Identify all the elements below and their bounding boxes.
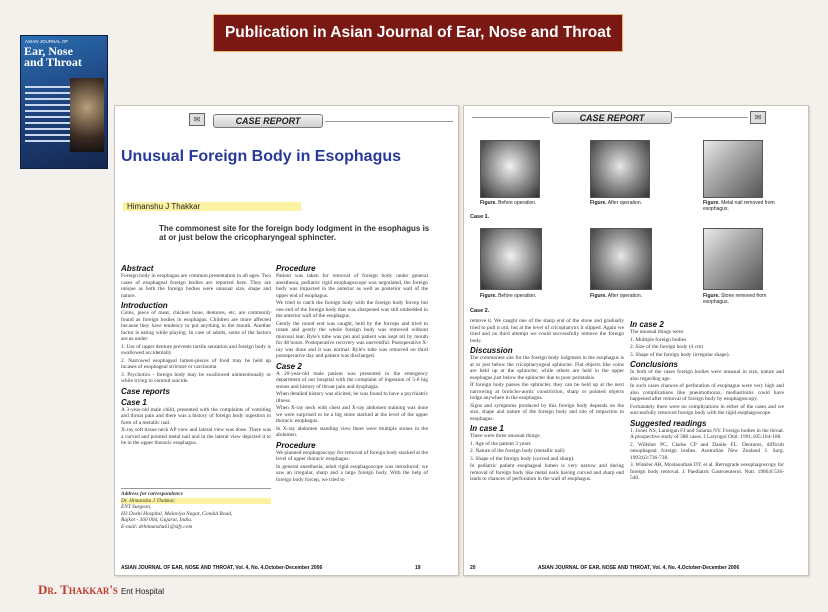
article-summary: The commonest site for the foreign body lodgment in the esophagus is at or just below the cricopharyngeal sphincter. [159,224,430,242]
paragraph: If foreign body passes the sphincter, they can be held up at the next narrowing at broncho-aortic constriction, sharp or pointed objects lodge anywhere in the esophagus. [470,382,624,401]
page2-footer-page: 20 [470,565,476,571]
header-banner [213,14,623,52]
paragraph: The unusual things were: [630,329,685,335]
xray-before-operation-case2 [480,228,542,290]
page2-column-right [630,318,784,564]
page1-column-right [276,262,428,562]
banner-title: Publication in Asian Journal of Ear, Nose and Throat [224,24,612,41]
paragraph: In pediatric patient esophageal lumen is very narrow and during removal of foreign body like metal nails having curved and sharp end leads to chances of perforation in the wall of esophagus. [470,463,624,482]
xray-before-operation-case1 [480,140,540,198]
case1-label: Case 1. [470,214,490,220]
section-heading: In case 2 [630,320,664,329]
author-name: Himanshu J Thakkar [123,202,301,211]
case2-label: Case 2. [470,308,490,314]
section-heading: Conclusions [630,360,679,369]
xray-after-operation-case2 [590,228,652,290]
xray-after-operation-case1 [590,140,650,198]
page2-column-left [470,318,624,564]
photo-stone-removed [703,228,763,290]
paragraph: 2. Narrowed esophageal lumen-pieces of food may be held up incases of esophageal stricture or carcinoma [121,357,271,370]
paragraph: 3. Shape of the foreign body (irregular shape). [630,351,730,358]
paragraph: In both of the cases foreign bodies were unusual in size, nature and also regarding age. [630,369,784,382]
section-heading: Abstract [121,264,154,273]
article-page-19 [114,105,459,576]
paragraph: 2. Size of the foreign body (4 cm) [630,344,704,350]
paragraph: 1. Multiple foreign bodies [630,336,687,343]
paragraph: There were three unusual things: [470,433,541,439]
paragraph: When X-ray neck with chest and X-ray abdomen staining was done we were surprised to be a big stone stacked at the level of the upper thoracic esophagus. [276,405,428,424]
section-heading: Discussion [470,346,513,355]
journal-logo-icon: ✉ [750,111,766,124]
address-label: Address for correspondence [121,491,183,497]
paragraph: X-ray soft tissue neck AP view and lateral view was done. There was a curved and pointed metal nail and in the lateral view depicted it to be in the upper thoracic esophagus. [121,427,271,446]
paragraph: We tried to catch the foreign body with the foreign body forcep but one end of the foreign body that was sharpened was still embedded in the anterior wall of the esophagus. [276,300,428,319]
cover-top-text: ASIAN JOURNAL OF [25,39,69,44]
address-role: ENT Surgeon, [121,504,152,510]
paragraph: 2. Nature of the foreign body (metallic nail) [470,448,565,454]
paragraph: Coins, piece of meat, chicken bone, dentures, etc. are commonly found as foreign bodies in esophagus. Children are more affected because they have tendency to put anything in the mouth. Another factor is eating while playing. In case of adults, some of the factors are as under: [121,310,271,342]
paragraph: When detailed history was elicited, he was found to have a psychiatric illness. [276,391,428,404]
paragraph: 1. Use of upper denture prevents tactile sensation and foreign body is swallowed accidentally [121,343,271,356]
figure-caption: Figure. After operation. [590,200,642,206]
paragraph: 3. Winkler AR, Mcelaouthan DT, et al. Retrograde oesophagoscopy for foreign body removal. J. Paediatric Gastroenterol. Nutr. 1986;8:536-540. [630,462,784,481]
address-email: E-mail: drhimanshu61@sify.com [121,523,193,530]
journal-cover-image [20,35,108,169]
case-report-badge: CASE REPORT [213,114,323,128]
figure-caption: Figure. Before operation. [480,200,537,206]
figure-caption: Figure. After operation. [590,293,642,299]
figure-caption: Figure. Metal nail removed from esophagus. [703,200,775,212]
section-heading: Introduction [121,301,168,310]
paragraph: The commonest site for the foreign body lodgment in the esophagus is at or just below the cricopharyngeal sphincter. Flat objects like coins are held up at the sphincter, while others are held in the upper esophagus just below the sphincter due to poor peristalsis. [470,355,624,381]
cover-photo [70,78,104,152]
address-name: Dr. Himanshu J Thakkar, [121,498,271,505]
article-title: Unusual Foreign Body in Esophagus [121,148,402,165]
paragraph: In X-ray abdomen standing view there were multiple stones in the abdomen. [276,425,428,438]
section-heading: Procedure [276,440,316,450]
paragraph: In general anesthesia, adult rigid esophagoscope was introduced; we saw an irregular, sharp and a large foreign body. With the help of foreign body forcep, we tried to [276,463,428,483]
article-page-20 [463,105,809,576]
page1-footer-page: 19 [415,565,421,571]
cover-masthead: Ear, Nose and Throat [24,44,82,69]
figure-caption: Figure. Before operation. [480,293,537,299]
journal-logo-icon: ✉ [189,113,205,126]
paragraph: 2. Willsher PC, Clarke CP and Danile FL. Dentures, difficult oesophageal foreign bodies. Australian New Zealand J. Surg. 1993;63:736-738. [630,441,784,461]
section-heading: Case reports [121,386,170,396]
paragraph: We planned esophagoscopy for removal of foreign body stacked at the level of upper thoracic esophagus. [276,449,428,462]
paragraph: Patient was taken for removal of foreign body under general anesthesia, pediatric rigid esophagoscope was negotiated, the foreign body was impacted in the anterior as well as posterior wall of the upper end of esophagus. [276,273,428,299]
paragraph: In such cases chances of perforation of esophagus were very high and also complications like pneumothorax, mediastinitis could have happened after removal of foreign body by esophagoscopy. [630,383,784,402]
paragraph: Gently the round end was caught, held by the forceps and tried to rotate and gently the whole foreign body was removed without mucosal tear. Ryle's tube was put and patient was kept nil by mouth for 48 hours. Postoperative recovery was uneventful. Postoperative X-ray was done and it was normal. Ryle's tube was removed on third postoperative day and patient was discharged. [276,320,428,359]
paragraph: Signs and symptoms produced by this foreign body depends on the size, shape and nature of the foreign body and site of impaction in esophagus. [470,402,624,422]
case-report-badge: CASE REPORT [552,111,672,124]
photo-metal-nail-removed [703,140,763,198]
brand-suffix: Ent Hospital [120,587,165,596]
correspondence-address [121,488,271,530]
section-heading: Procedure [276,264,316,273]
paragraph: 3. Shape of the foreign body (curved and sharp). [470,455,575,462]
section-heading: Case 2 [276,361,302,371]
figure-caption: Figure. Stone removed from esophagus. [703,293,767,305]
address-line-2: Rajkot - 360 004, Gujarat, India. [121,517,193,523]
section-heading: Case 1 [121,397,147,407]
section-heading: In case 1 [470,424,504,433]
address-line-1: H3 Doshi Hospital, Malaviya Nagar, Gondal Road, [121,510,233,517]
page1-footer-journal: ASIAN JOURNAL OF EAR, NOSE AND THROAT, Vol. 4, No. 4,October-December 2006 [121,565,323,571]
brand-name: Dr. Thakkar's [38,582,118,597]
paragraph: A 3-year-old male child, presented with the complaints of vomiting and throat pain and there was a history of foreign body ingestion in form of a metallic nail. [121,406,271,426]
page1-column-left [121,262,271,448]
paragraph: 3. Psychotics - foreign body may be swallowed unintentionally or while trying to commit suicide. [121,371,271,384]
page2-footer-journal: ASIAN JOURNAL OF EAR, NOSE AND THROAT, Vol. 4, No. 4,October-December 2006 [538,565,740,571]
paragraph: 1. Age of the patient 3 years [470,440,531,447]
section-heading: Suggested readings [630,418,707,428]
paragraph: A 20-year-old male patient was presented in the emergency department of our hospital with the complaint of ingestion of 5-6 big stones and history of throat pain and dysphagia. [276,370,428,390]
hospital-brand [38,581,164,599]
paragraph: remove it. We caught one of the sharp end of the stone and gradually tried to pull it out, but at the level of cricopharynx it slipped. Again we tried and on third attempt we could successfully remove the foreign body. [470,318,624,344]
paragraph: Fortunately there were no complications in either of the cases and we successfully removed foreign body with the rigid esophagoscope. [630,403,784,416]
paragraph: 1. Jones NS, Lannigan FJ and Salama NY. Foreign bodies in the throat. A prospective study of 388 cases. J Laryngol Otol. 1991;105:104-108. [630,427,784,440]
paragraph: Foreign body in esophagus are common presentation in all ages. Two cases of esophageal foreign bodies are reported here. They are unique as both the foreign bodies were unusual size, shape and nature. [121,273,271,299]
